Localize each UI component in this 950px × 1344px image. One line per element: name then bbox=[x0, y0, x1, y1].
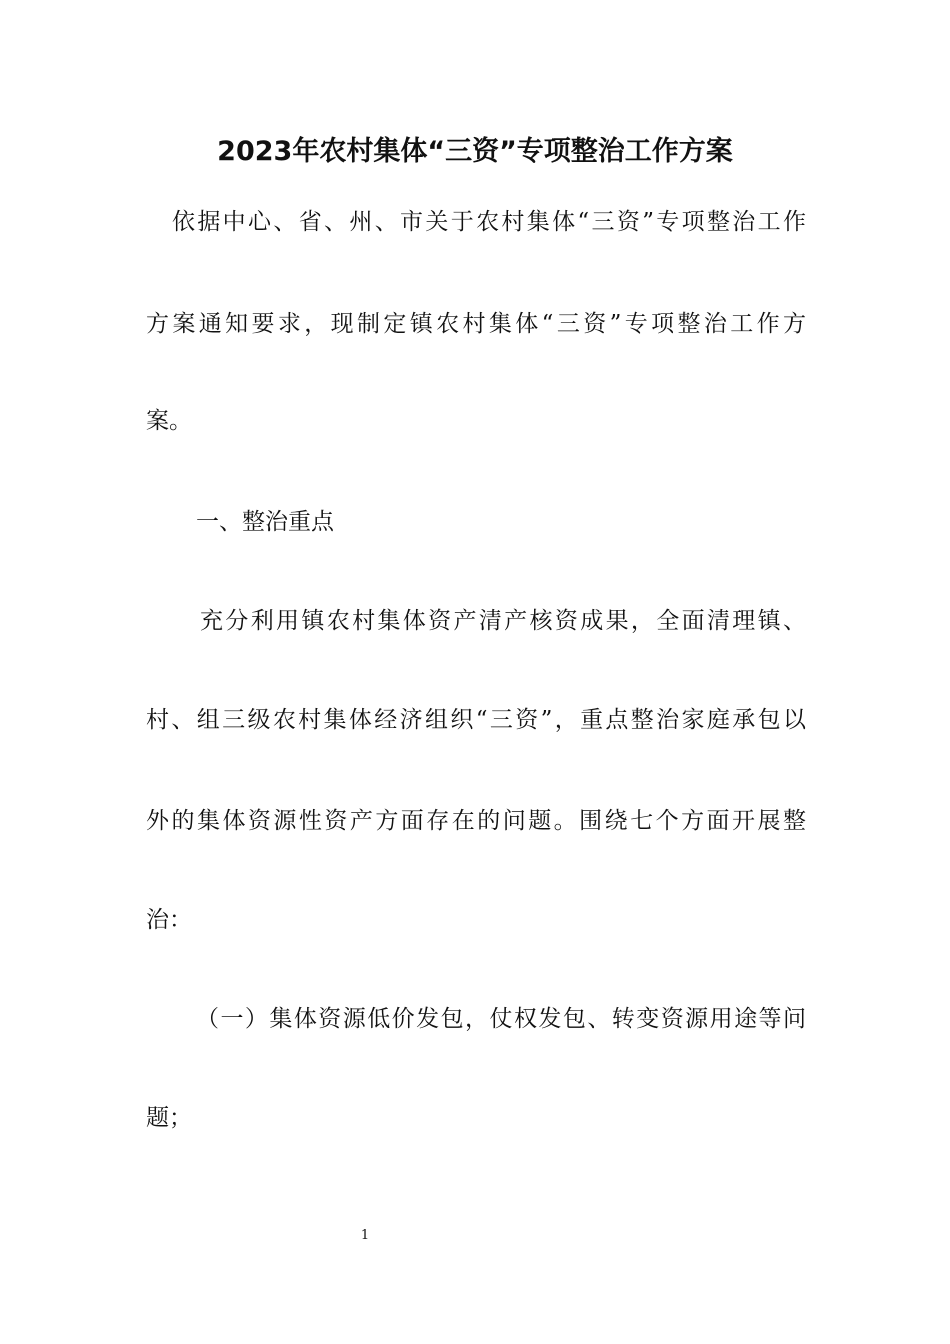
paragraph-line: 方案通知要求，现制定镇农村集体“三资”专项整治工作方 bbox=[146, 311, 806, 337]
paragraph-line: 外的集体资源性资产方面存在的问题。围绕七个方面开展整 bbox=[146, 808, 806, 834]
list-item-line: 题； bbox=[146, 1105, 192, 1131]
page-number: 1 bbox=[360, 1228, 370, 1243]
paragraph-line: 充分利用镇农村集体资产清产核资成果，全面清理镇、 bbox=[200, 608, 806, 634]
paragraph-line: 案。 bbox=[146, 408, 192, 434]
list-item-line: （一）集体资源低价发包，仗权发包、转变资源用途等问 bbox=[196, 1006, 806, 1032]
paragraph-line: 依据中心、省、州、市关于农村集体“三资”专项整治工作 bbox=[172, 209, 806, 235]
document-title: 2023年农村集体“三资”专项整治工作方案 bbox=[217, 136, 733, 167]
paragraph-line: 村、组三级农村集体经济组织“三资”，重点整治家庭承包以 bbox=[146, 707, 806, 733]
section-heading: 一、整治重点 bbox=[196, 509, 334, 535]
paragraph-line: 治： bbox=[146, 907, 192, 933]
